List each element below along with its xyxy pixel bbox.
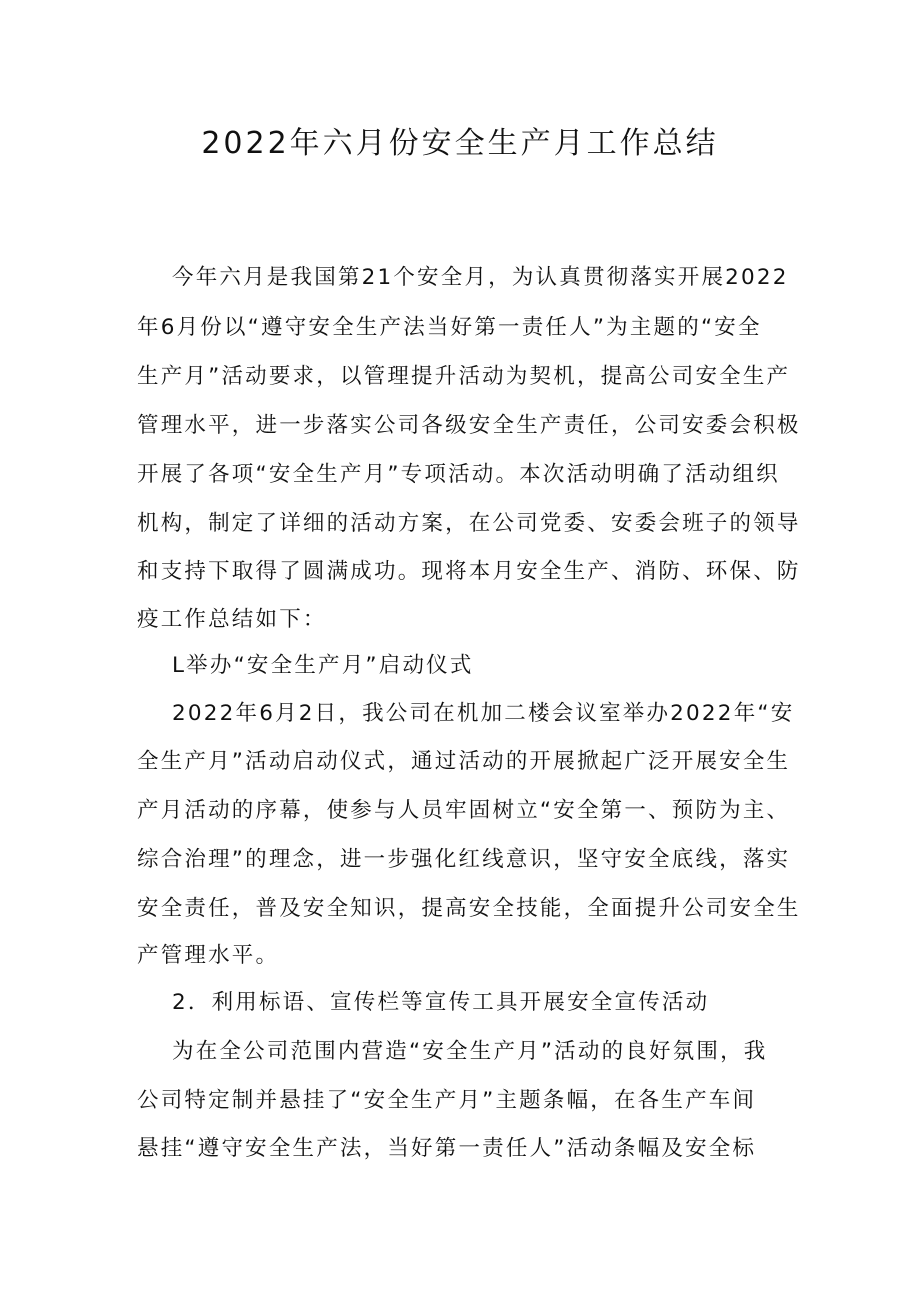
paragraph-line: 今年六月是我国第21个安全月，为认真贯彻落实开展2022	[172, 265, 789, 290]
paragraph-line: 产管理水平。	[137, 943, 280, 968]
paragraph-line: 生产月”活动要求，以管理提升活动为契机，提高公司安全生产	[137, 364, 791, 389]
paragraph-line: 管理水平，进一步落实公司各级安全生产责任，公司安委会积极	[137, 413, 801, 438]
paragraph-line: 公司特定制并悬挂了“安全生产月”主题条幅，在各生产车间	[137, 1088, 757, 1113]
document-title: 2022年六月份安全生产月工作总结	[201, 126, 719, 161]
paragraph-line: 和支持下取得了圆满成功。现将本月安全生产、消防、环保、防	[137, 559, 801, 584]
paragraph-line: 产月活动的序幕，使参与人员牢固树立“安全第一、预防为主、	[137, 798, 791, 823]
paragraph-line: 2022年6月2日，我公司在机加二楼会议室举办2022年“安	[172, 701, 795, 726]
paragraph-line: 悬挂“遵守安全生产法，当好第一责任人”活动条幅及安全标	[137, 1136, 757, 1161]
paragraph-line: 综合治理”的理念，进一步强化红线意识，坚守安全底线，落实	[137, 847, 791, 872]
paragraph-line: 机构，制定了详细的活动方案，在公司党委、安委会班子的领导	[137, 511, 801, 536]
paragraph-line: 疫工作总结如下：	[137, 607, 327, 632]
section-heading: 2．利用标语、宣传栏等宣传工具开展安全宣传活动	[172, 990, 710, 1015]
paragraph-line: 开展了各项“安全生产月”专项活动。本次活动明确了活动组织	[137, 462, 780, 487]
paragraph-line: 为在全公司范围内营造“安全生产月”活动的良好氛围，我	[172, 1039, 768, 1064]
paragraph-line: 安全责任，普及安全知识，提高安全技能，全面提升公司安全生	[137, 896, 801, 921]
section-heading: L举办“安全生产月”启动仪式	[172, 653, 474, 678]
paragraph-line: 全生产月”活动启动仪式，通过活动的开展掀起广泛开展安全生	[137, 749, 791, 774]
paragraph-line: 年6月份以“遵守安全生产法当好第一责任人”为主题的“安全	[137, 315, 762, 340]
